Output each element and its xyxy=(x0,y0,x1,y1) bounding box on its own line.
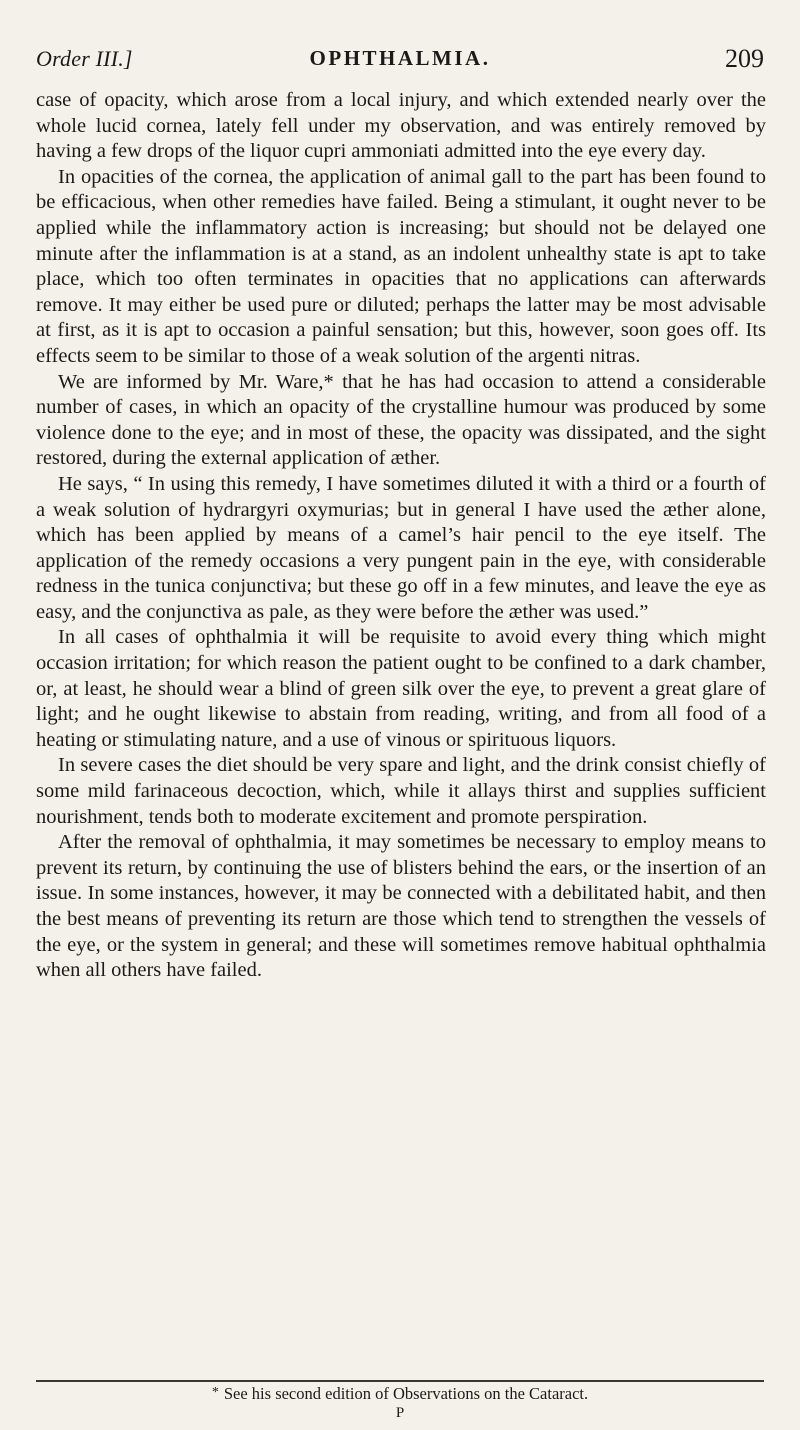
paragraph-avoid-irritation: In all cases of ophthalmia it will be requisite to avoid every thing which might occasion irritation; for which reason the patient ought to be confined to a dark chamber, or, at least, he should wear a blind of green silk over the eye, to prevent a great glare of light; and he ought likewise to abstain from reading, writing, and from all food of a heating or stimulating nature, and a use of vinous or spirituous liquors. xyxy=(36,626,766,751)
footnote-marker: * xyxy=(211,1385,219,1400)
paragraph-after-removal: After the removal of ophthalmia, it may sometimes be necessary to employ means to prevent its return, by continuing the use of blisters behind the ears, or the insertion of an issue. In some instances, however, it may be connected with a debilitated habit, and then the best means of preventing its return are those which tend to strengthen the vessels of the eye, or the system in general; and these will sometimes remove habitual ophthalmia when all others have failed. xyxy=(36,831,766,982)
running-head xyxy=(36,46,764,80)
footnote-text: See his second edition of Observations on the Cataract. xyxy=(223,1384,589,1403)
running-head-title: OPHTHALMIA. xyxy=(309,46,491,70)
paragraph-quotation: He says, “ In using this remedy, I have sometimes diluted it with a third or a fourth of a weak solution of hydrargyri oxymurias; but in general I have used the æther alone, which has been applied by means of a camel’s hair pencil to the eye itself. The application of the remedy occasions a very pungent pain in the eye, with considerable redness in the tunica conjunctiva; but these go off in a few minutes, and leave the eye as easy, and the conjunctiva as pale, as they were before the æther was used.” xyxy=(36,472,766,623)
body-text xyxy=(36,88,766,984)
paragraph-animal-gall: In opacities of the cornea, the application of animal gall to the part has been found to be efficacious, when other remedies have failed. Being a stimulant, it ought never to be applied while the inflammatory action is increasing; but should not be delayed one minute after the inflammation is at a stand, as an indolent unhealthy state is apt to take place, which too often terminates in opacities that no applications can afterwards remove. It may either be used pure or diluted; perhaps the latter may be most advisable at first, as it is apt to occasion a painful sensation; but this, however, soon goes off. Its effects seem to be similar to those of a weak solution of the argenti nitras. xyxy=(36,165,766,367)
footnote-rule xyxy=(36,1380,764,1382)
footnote xyxy=(0,1383,800,1404)
running-head-section: Order III.] xyxy=(36,46,133,71)
paragraph-diet: In severe cases the diet should be very spare and light, and the drink consist chiefly of some mild farinaceous decoction, which, while it allays thirst and supplies sufficient nourishment, tends both to moderate excitement and promote perspiration. xyxy=(36,754,766,828)
signature-mark: P xyxy=(395,1405,405,1421)
paragraph-mr-ware: We are informed by Mr. Ware,* that he has had occasion to attend a considerable number of cases, in which an opacity of the crystalline humour was produced by some violence done to the eye; and in most of these, the opacity was dissipated, and the sight restored, during the external application of æther. xyxy=(36,370,766,470)
page-number: 209 xyxy=(725,44,764,73)
paragraph-continuation: case of opacity, which arose from a local injury, and which extended nearly over the whole lucid cornea, lately fell under my observation, and was entirely removed by having a few drops of the liquor cupri ammoniati admitted into the eye every day. xyxy=(36,89,766,163)
